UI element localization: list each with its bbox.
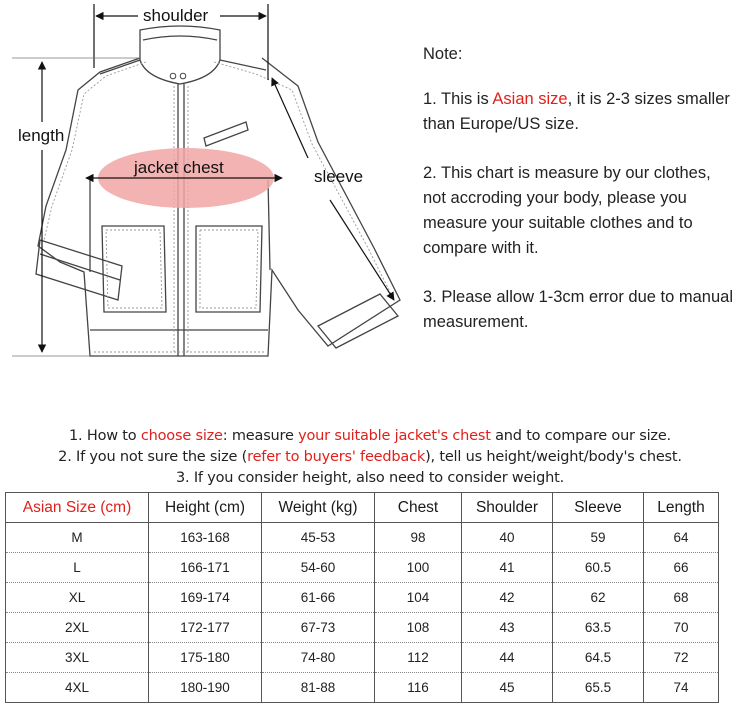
table-cell: 74-80 [262, 643, 375, 673]
note-1-suffix: , it is 2-3 sizes smaller than Europe/US size. [423, 90, 730, 133]
table-cell: L [6, 553, 149, 583]
table-row [6, 673, 719, 703]
table-cell: 40 [462, 523, 553, 553]
table-row [6, 583, 719, 613]
table-cell: 44 [462, 643, 553, 673]
table-cell: 180-190 [149, 673, 262, 703]
instruction-1-text-a: 1. How to [69, 428, 141, 444]
table-cell: 175-180 [149, 643, 262, 673]
table-row [6, 523, 719, 553]
table-cell: 172-177 [149, 613, 262, 643]
table-cell: 81-88 [262, 673, 375, 703]
instruction-1-text-b: : measure [222, 428, 299, 444]
table-cell: 60.5 [553, 553, 644, 583]
length-label: length [18, 126, 65, 145]
table-cell: 108 [375, 613, 462, 643]
table-cell: XL [6, 583, 149, 613]
table-cell: 65.5 [553, 673, 644, 703]
table-cell: 166-171 [149, 553, 262, 583]
instruction-2-text-a: 2. If you not sure the size ( [58, 449, 248, 465]
notes-title: Note: [423, 45, 463, 63]
table-cell: 42 [462, 583, 553, 613]
table-cell: 116 [375, 673, 462, 703]
table-cell: 169-174 [149, 583, 262, 613]
header-shoulder: Shoulder [462, 493, 553, 523]
shoulder-label: shoulder [143, 6, 209, 25]
note-1-prefix: 1. This is [423, 90, 493, 108]
table-header-row [6, 493, 719, 523]
note-3: 3. Please allow 1-3cm error due to manual measurement. [423, 288, 733, 331]
table-row [6, 553, 719, 583]
instruction-1-text-c: and to compare our size. [490, 428, 671, 444]
header-asian-size: Asian Size (cm) [6, 493, 149, 523]
table-cell: 68 [644, 583, 719, 613]
table-cell: 62 [553, 583, 644, 613]
table-cell: 63.5 [553, 613, 644, 643]
instruction-1-highlight-a: choose size [140, 428, 223, 444]
instruction-2-text-b: ), tell us height/weight/body's chest. [425, 449, 682, 465]
table-cell: 41 [462, 553, 553, 583]
instruction-2-highlight: refer to buyers' feedback [247, 449, 426, 465]
table-row [6, 643, 719, 673]
size-table [5, 492, 719, 703]
note-2: 2. This chart is measure by our clothes, not accroding your body, please you measure your suitable clothes and to compare with it. [423, 164, 711, 257]
table-cell: 45-53 [262, 523, 375, 553]
table-cell: 61-66 [262, 583, 375, 613]
note-1 [423, 87, 735, 137]
header-height: Height (cm) [149, 493, 262, 523]
table-cell: 104 [375, 583, 462, 613]
instruction-line-1 [0, 426, 740, 447]
sleeve-label: sleeve [314, 167, 364, 186]
table-cell: 66 [644, 553, 719, 583]
table-cell: 70 [644, 613, 719, 643]
header-length: Length [644, 493, 719, 523]
table-cell: 54-60 [262, 553, 375, 583]
header-weight: Weight (kg) [262, 493, 375, 523]
table-cell: 64.5 [553, 643, 644, 673]
table-cell: 45 [462, 673, 553, 703]
table-cell: 64 [644, 523, 719, 553]
notes-panel [423, 42, 735, 359]
table-cell: 163-168 [149, 523, 262, 553]
instruction-line-2 [0, 447, 740, 468]
table-cell: 72 [644, 643, 719, 673]
table-cell: 100 [375, 553, 462, 583]
table-cell: 43 [462, 613, 553, 643]
table-cell: 2XL [6, 613, 149, 643]
header-sleeve: Sleeve [553, 493, 644, 523]
note-1-highlight: Asian size [492, 90, 568, 108]
instruction-line-3: 3. If you consider height, also need to consider weight. [175, 470, 564, 486]
table-cell: 112 [375, 643, 462, 673]
header-chest: Chest [375, 493, 462, 523]
table-cell: M [6, 523, 149, 553]
table-cell: 67-73 [262, 613, 375, 643]
table-cell: 3XL [6, 643, 149, 673]
table-cell: 59 [553, 523, 644, 553]
table-cell: 74 [644, 673, 719, 703]
table-row [6, 613, 719, 643]
instructions [0, 426, 740, 489]
table-cell: 98 [375, 523, 462, 553]
jacket-measurement-diagram [0, 0, 420, 370]
jacket-chest-label: jacket chest [134, 158, 224, 177]
instruction-1-highlight-b: your suitable jacket's chest [298, 428, 491, 444]
table-cell: 4XL [6, 673, 149, 703]
